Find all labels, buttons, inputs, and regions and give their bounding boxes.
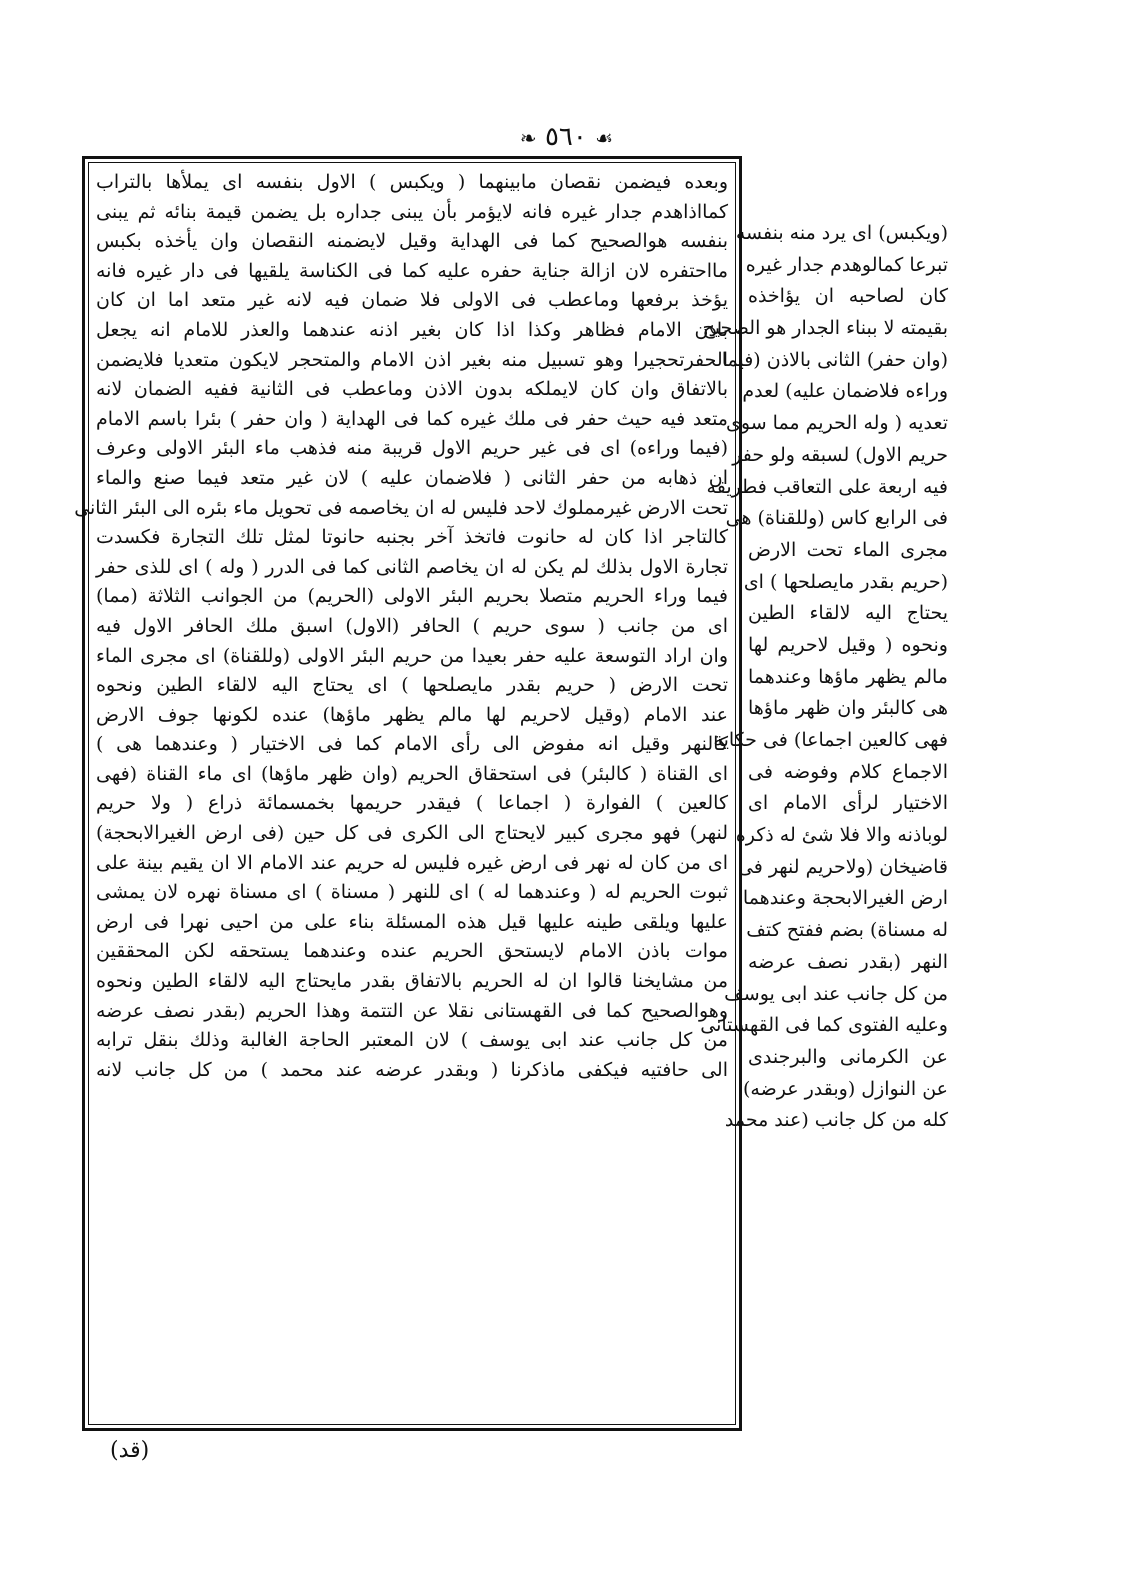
margin-text-line: وعليه الفتوى كما فى القهستانى xyxy=(700,1014,948,1037)
margin-commentary xyxy=(700,218,948,1137)
margin-text-line: مجرى الماء تحت الارض xyxy=(748,538,948,561)
main-text-line: من مشايخنا قالوا ان له الحريم بالاتفاق بقدر مايحتاج اليه لالقاء الطين ونحوه xyxy=(96,970,728,993)
main-text-line: ثبوت الحريم له ( وعندهما له ) اى للنهر ( مسناة ) اى مسناة نهره لان يمشى xyxy=(96,881,728,904)
main-text-line: اى القناة ( كالبئر) فى استحقاق الحريم (وان ظهر ماؤها) اى ماء القناة (فهى xyxy=(96,762,728,785)
margin-text-line: يحتاج اليه لالقاء الطين xyxy=(748,602,948,625)
page-number-header xyxy=(0,122,1133,153)
main-text-line: كالتاجر اذا كان له حانوت فاتخذ آخر بجنبه حانوتا لمثل تلك التجارة فكسدت xyxy=(96,526,728,549)
main-text-block xyxy=(74,168,728,1085)
margin-text-line: كان لصاحبه ان يؤاخذه xyxy=(748,285,948,308)
margin-text-line: فى الرابع كاس (وللقناة) هى xyxy=(725,507,948,530)
margin-text-line: ارض الغيرالابحجة وعندهما xyxy=(742,887,948,910)
main-text-line: الحفرتحجيرا وهو تسبيل منه بغير اذن الامام والمتحجر لايكون متعديا فلايضمن xyxy=(96,348,728,371)
margin-text-line: فيه اربعة على التعاقب فطريقه xyxy=(706,475,948,498)
main-text-line: بنفسه هوالصحيح كما فى الهداية وقيل لايضمنه النقصان وان يأخذه بكبس xyxy=(96,230,728,253)
margin-text-line: تبرعا كمالوهدم جدار غيره xyxy=(745,253,948,276)
main-text-line: موات باذن الامام لايستحق الحريم عنده وعندهما يستحقه لكن المحققين xyxy=(96,940,728,963)
margin-text-line: عن النوازل (وبقدر عرضه) xyxy=(743,1077,948,1100)
signature-mark: (قد) xyxy=(110,1438,150,1463)
margin-text-line: وراءه فلاضمان عليه) لعدم xyxy=(742,380,948,403)
margin-text-line: فهى كالعين اجماعا) فى حكاية xyxy=(713,729,948,751)
main-text-line: ان ذهابه من حفر الثانى ( فلاضمان عليه ) لان غير متعد فيما صنع والماء xyxy=(96,466,728,489)
main-text-line: عند الامام (وقيل لاحريم لها مالم يظهر ماؤها) عنده لكونها جوف الارض xyxy=(96,703,728,726)
main-text-line: كالعين ) الفوارة ( اجماعا ) فيقدر حريمها بخمسمائة ذراع ( ولا حريم xyxy=(96,792,728,815)
margin-text-line: له مسناة) بضم ففتح كتف xyxy=(746,919,948,942)
margin-text-line: من كل جانب عند ابى يوسف xyxy=(724,982,948,1005)
margin-text-line: (حريم بقدر مايصلحها ) اى xyxy=(743,570,948,593)
main-text-line: كمااذاهدم جدار غيره فانه لايؤمر بأن يبنى جداره بل يضمن قيمة بنائه ثم يبنى xyxy=(96,200,728,223)
main-text-line: يؤخذ برفعها وماعطب فى الاولى فلا ضمان فيه لانه غير متعد اما ان كان xyxy=(96,289,728,312)
margin-text-line: (وان حفر) الثانى بالاذن (فيما xyxy=(721,348,948,371)
margin-text-line: حريم الاول) لسبقه ولو حفر xyxy=(732,443,948,466)
page-number: ٥٦٠ xyxy=(544,122,587,152)
margin-text-line: تعديه ( وله الحريم مما سوى xyxy=(726,412,948,435)
margin-text-line: هى كالبئر وان ظهر ماؤها xyxy=(748,697,948,720)
margin-text-line: مالم يظهر ماؤها وعندهما xyxy=(748,665,948,688)
main-text-line: وهوالصحيح كما فى القهستانى نقلا عن التتمة وهذا الحريم (بقدر نصف عرضه xyxy=(96,999,728,1022)
main-text-line: تحت الارض غيرمملوك لاحد فليس له ان يخاصمه فى تحويل ماء بئره الى البئر الثانى xyxy=(74,496,728,519)
ornament-right-icon: ☙ xyxy=(595,126,614,150)
margin-text-line: النهر (بقدر نصف عرضه xyxy=(748,950,948,973)
margin-text-line: لوباذنه والا فلا شئ له ذكره xyxy=(735,824,948,847)
main-text-line: متعد فيه حيث حفر فى ملك غيره كما فى الهداية ( وان حفر ) بئرا باسم الامام xyxy=(96,407,728,430)
main-text-line: اى من جانب ( سوى حريم ) الحافر (الاول) اسبق ملك الحافر الاول فيه xyxy=(96,614,728,637)
main-text-line: عليها ويلقى طينه عليها قيل هذه المسئلة بناء على من احيى نهرا فى ارض xyxy=(96,910,728,933)
main-text-line: لنهر) فهو مجرى كبير لايحتاج الى الكرى فى كل حين (فى ارض الغيرالابحجة) xyxy=(96,822,728,845)
main-text-line: فيما وراء الحريم متصلا بحريم البئر الاولى (الحريم) من الجوانب الثلاثة (مما) xyxy=(96,585,728,608)
margin-text-line: الاجماع كلام وفوضه فى xyxy=(748,760,948,783)
main-text-line: (فيما وراءه) اى فى غير حريم الاول قريبة منه فذهب ماء البئر الاولى وعرف xyxy=(96,437,728,460)
main-text-line: من كل جانب عند ابى يوسف ) لان المعتبر الحاجة الغالبة وذلك بنقل ترابه xyxy=(96,1029,728,1052)
margin-text-line: عن الكرمانى والبرجندى xyxy=(748,1045,948,1068)
main-text-line: تحت الارض ( حريم بقدر مايصلحها ) اى يحتاج اليه لالقاء الطين ونحوه xyxy=(96,674,728,697)
margin-text-line: بقيمته لا ببناء الجدار هو الصحيح xyxy=(702,317,948,340)
main-text-line: وان اراد التوسعة عليه حفر بعيدا من حريم البئر الاولى (وللقناة) اى مجرى الماء xyxy=(96,644,728,667)
margin-text-line: الاختيار لرأى الامام اى xyxy=(748,792,948,815)
margin-text-line: قاضيخان (ولاحريم لنهر فى xyxy=(737,855,948,878)
main-text-line: الى حافتيه فيكفى ماذكرنا ( وبقدر عرضه عند محمد ) من كل جانب لانه xyxy=(96,1058,728,1081)
margin-text-line: كله من كل جانب (عند محمد xyxy=(724,1109,948,1132)
main-text-line: تجارة الاول بذلك لم يكن له ان يخاصم الثانى كما فى الدرر ( وله ) اى للذى حفر xyxy=(96,555,728,578)
margin-text-line: ونحوه ( وقيل لاحريم لها xyxy=(748,633,948,656)
main-text-line: بالاتفاق وان كان لايملكه بدون الاذن وماعطب فى الثانية ففيه الضمان لانه xyxy=(96,378,728,401)
main-text-line: كالنهر وقيل انه مفوض الى رأى الامام كما فى الاختيار ( وعندهما هى ) xyxy=(96,733,728,756)
margin-text-line: (ويكبس) اى يرد منه بنفسه xyxy=(735,222,948,244)
main-text-line: مااحتفره لان ازالة جناية حفره عليه كما فى الكناسة يلقيها فى دار غيره فانه xyxy=(96,259,728,282)
main-text-line: وبعده فيضمن نقصان مابينهما ( ويكبس ) الاول بنفسه اى يملأها بالتراب xyxy=(96,171,728,193)
main-text-line: اى من كان له نهر فى ارض غيره فليس له حريم عند الامام الا ان يقيم بينة على xyxy=(96,851,728,874)
ornament-left-icon: ❧ xyxy=(519,126,537,150)
main-text-line: باذن الامام فظاهر وكذا اذا كان بغير اذنه عندهما والعذر للامام انه يجعل xyxy=(96,318,728,341)
